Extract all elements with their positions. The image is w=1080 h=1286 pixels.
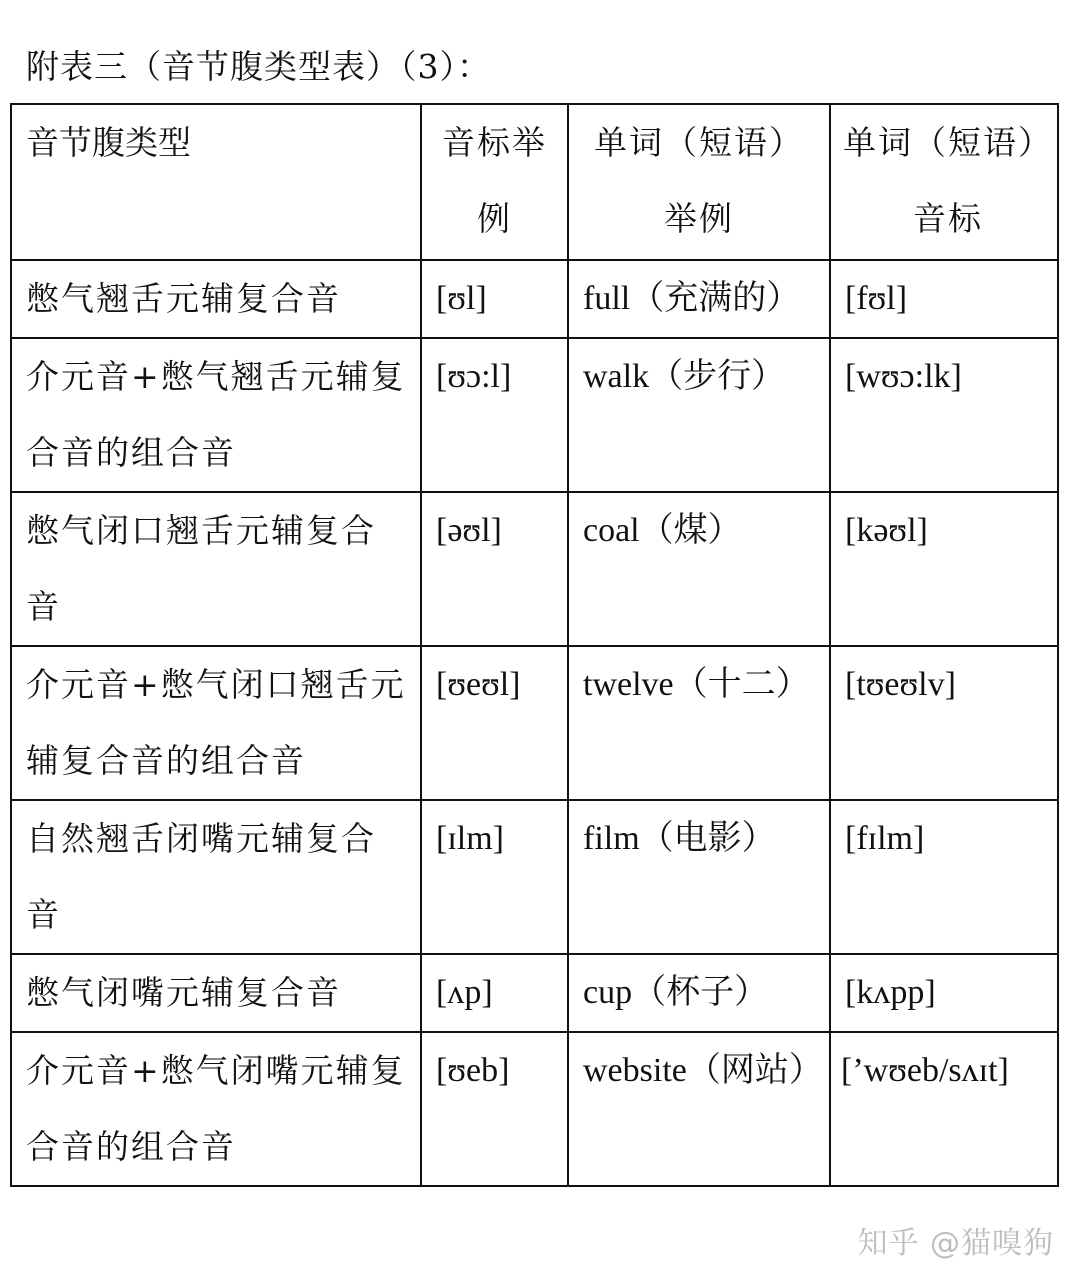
table-row [11, 646, 1058, 800]
word-example-cell: cup（杯子） [568, 954, 830, 1032]
word-example-cell: full（充满的） [568, 260, 830, 338]
phonetic-example-cell: [ɪlm] [421, 800, 568, 954]
nucleus-type-cell: 自然翘舌闭嘴元辅复合音 [11, 800, 421, 954]
word-example-cell: twelve（十二） [568, 646, 830, 800]
word-phonetic-cell: [tʊeʊlv] [830, 646, 1058, 800]
nucleus-type-cell: 介元音+憋气闭口翘舌元辅复合音的组合音 [11, 646, 421, 800]
word-example-cell: film（电影） [568, 800, 830, 954]
table-row [11, 338, 1058, 492]
table-row [11, 260, 1058, 338]
word-example-cell: walk（步行） [568, 338, 830, 492]
table-row [11, 954, 1058, 1032]
phonetic-example-cell: [əʊl] [421, 492, 568, 646]
watermark: 知乎 @猫嗅狗 [857, 1226, 1054, 1261]
word-phonetic-cell: [kəʊl] [830, 492, 1058, 646]
header-cell: 单词（短语）音标 [830, 104, 1058, 260]
table-row [11, 492, 1058, 646]
word-phonetic-cell: [’wʊeb/sʌɪt] [830, 1032, 1058, 1186]
nucleus-type-cell: 憋气闭嘴元辅复合音 [11, 954, 421, 1032]
word-example-cell: website（网站） [568, 1032, 830, 1186]
table-row [11, 1032, 1058, 1186]
phonetic-example-cell: [ʊɔ:l] [421, 338, 568, 492]
word-phonetic-cell: [fʊl] [830, 260, 1058, 338]
nucleus-type-cell: 憋气翘舌元辅复合音 [11, 260, 421, 338]
word-phonetic-cell: [wʊɔ:lk] [830, 338, 1058, 492]
word-phonetic-cell: [fɪlm] [830, 800, 1058, 954]
phonetic-example-cell: [ʊl] [421, 260, 568, 338]
nucleus-type-cell: 介元音+憋气闭嘴元辅复合音的组合音 [11, 1032, 421, 1186]
phonetic-example-cell: [ʌp] [421, 954, 568, 1032]
nucleus-type-cell: 介元音+憋气翘舌元辅复合音的组合音 [11, 338, 421, 492]
table-row [11, 800, 1058, 954]
syllable-nucleus-table [10, 103, 1059, 1187]
header-cell: 音节腹类型 [11, 104, 421, 260]
phonetic-example-cell: [ʊeʊl] [421, 646, 568, 800]
document-title: 附表三（音节腹类型表）（3）： [26, 47, 491, 86]
phonetic-example-cell: [ʊeb] [421, 1032, 568, 1186]
word-example-cell: coal（煤） [568, 492, 830, 646]
word-phonetic-cell: [kʌpp] [830, 954, 1058, 1032]
header-cell: 音标举例 [421, 104, 568, 260]
nucleus-type-cell: 憋气闭口翘舌元辅复合音 [11, 492, 421, 646]
table-header-row [11, 104, 1058, 260]
header-cell: 单词（短语）举例 [568, 104, 830, 260]
